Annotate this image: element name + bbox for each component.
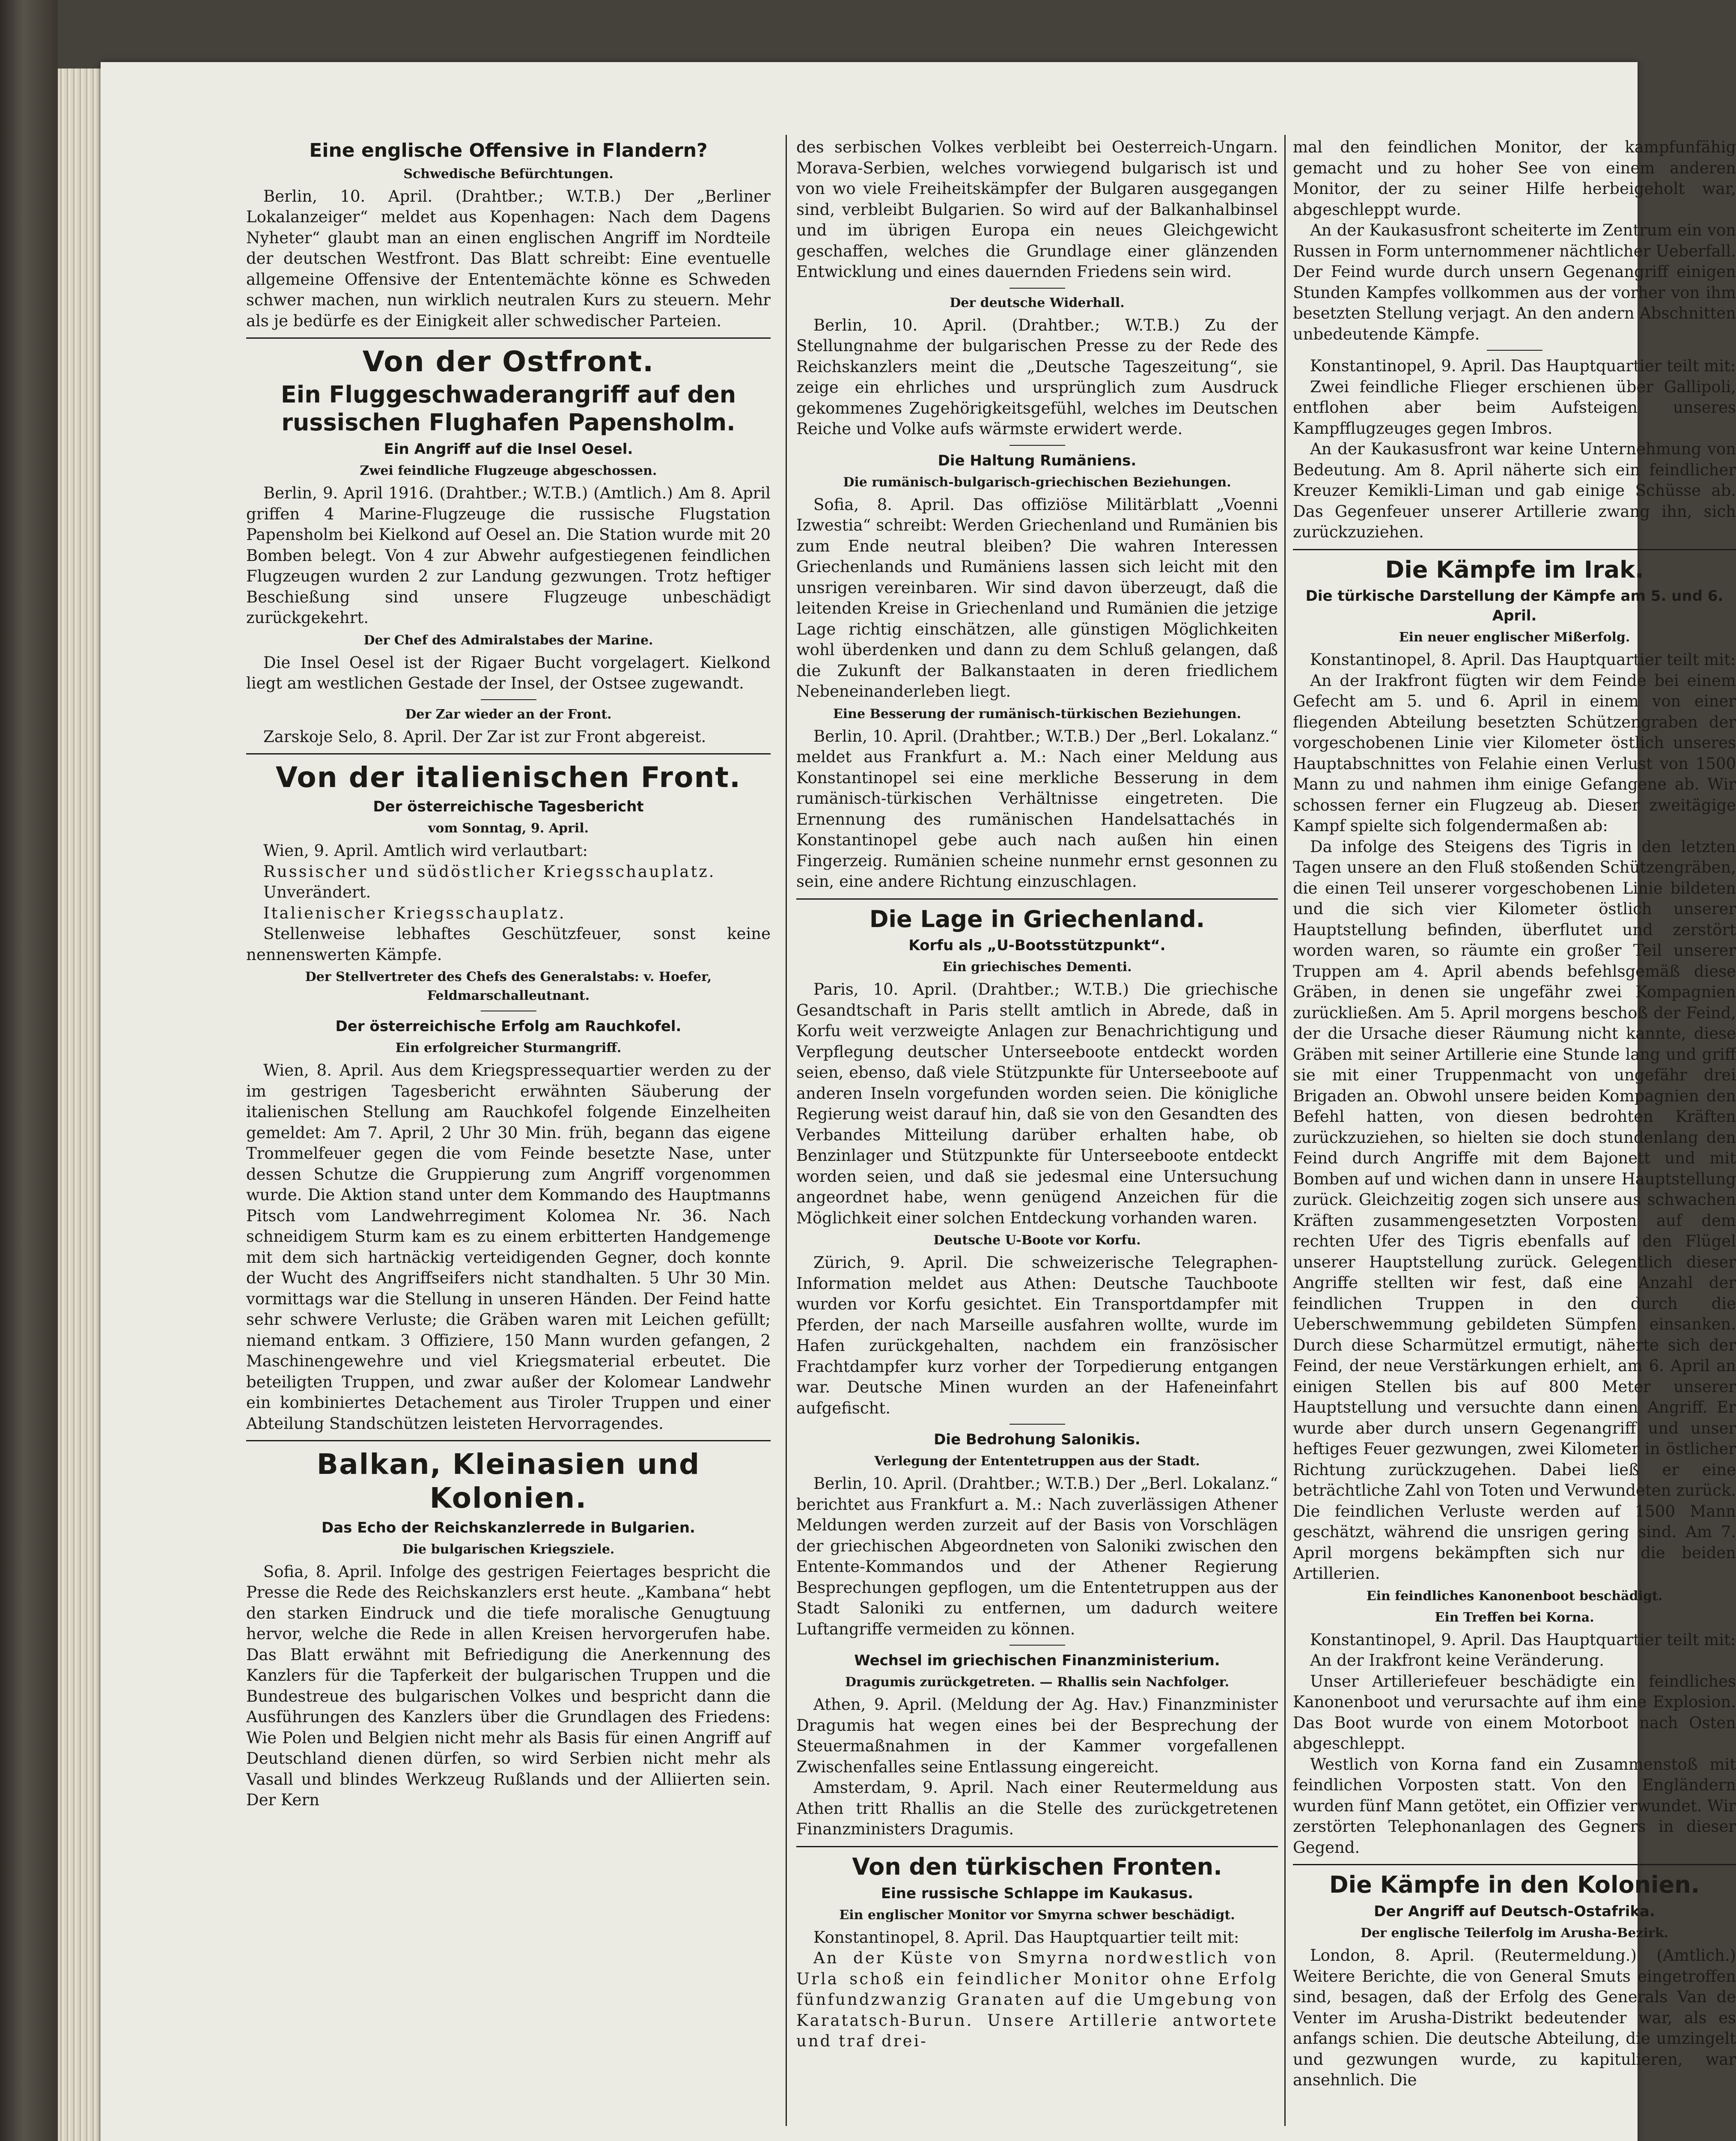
- article-text: Die Insel Oesel ist der Rigaer Bucht vorgelagert. Kielkond liegt am westlichen Gestade der Insel, der Ostsee zugewandt.: [246, 653, 771, 693]
- subheadline: Eine Besserung der rumänisch-türkischen Beziehungen.: [833, 706, 1242, 722]
- article-text: Zwei feindliche Flieger erschienen über Gallipoli, entflohen aber beim Aufsteigen unseres Kampfflugzeuges gegen Imbros.: [1293, 377, 1736, 438]
- newspaper-page: [101, 62, 1736, 2141]
- subheadline: Zwei feindliche Flugzeuge abgeschossen.: [360, 463, 657, 479]
- article-text: Italienischer Kriegsschauplatz.: [263, 904, 566, 922]
- short-rule: [1009, 288, 1065, 289]
- signature: Der Chef des Admiralstabes der Marine.: [363, 632, 653, 648]
- subheadline: Ein erfolgreicher Sturmangriff.: [395, 1041, 622, 1056]
- article-text: Westlich von Korna fand ein Zusammenstoß mit feindlichen Vorposten statt. Von den Engländern wurden fünf Mann getötet, ein Offizier verwundet. Wir zerstörten Telephonanlagen des Gegners in dieser Gegend.: [1293, 1755, 1736, 1857]
- section-rule: [246, 753, 771, 754]
- subheadline: Ein englischer Monitor vor Smyrna schwer beschädigt.: [839, 1907, 1235, 1923]
- headline: Wechsel im griechischen Finanzministerium.: [854, 1652, 1220, 1670]
- article-text: Russischer und südöstlicher Kriegsschauplatz.: [263, 862, 716, 881]
- column-3: [1293, 137, 1736, 2090]
- short-rule: [1009, 1424, 1065, 1425]
- subheadline: Der englische Teilerfolg im Arusha-Bezirk.: [1361, 1926, 1668, 1941]
- article-text: Berlin, 10. April. (Drahtber.; W.T.B.) Zu der Stellungnahme der bulgarischen Presse zu der Rede des Reichskanzlers meint die „Deutsche Tageszeitung“, sie zeige ein ehrliches und ursprünglich zum Ausdruck gekommenes Zugehörigkeitsgefühl, welches im Deutschen Reiche und Volke aufs wärmste erwidert werde.: [796, 316, 1278, 438]
- headline: Die türkische Darstellung der Kämpfe am 5. und 6. April.: [1305, 587, 1724, 625]
- headline: Der österreichische Tagesbericht: [373, 798, 644, 816]
- page-edges: [58, 69, 101, 2141]
- section-rule: [246, 1440, 771, 1441]
- subheadline: Der deutsche Widerhall.: [950, 295, 1125, 310]
- section-rule: [796, 1846, 1278, 1847]
- subheadline: Verlegung der Ententetruppen aus der Stadt.: [874, 1454, 1200, 1469]
- subheadline: Ein feindliches Kanonenboot beschädigt.: [1366, 1588, 1663, 1604]
- section-rule: [1293, 1864, 1736, 1865]
- article-text: Wien, 9. April. Amtlich wird verlautbart:: [263, 841, 588, 860]
- subheadline: Deutsche U-Boote vor Korfu.: [933, 1233, 1141, 1248]
- article-text: Paris, 10. April. (Drahtber.; W.T.B.) Die griechische Gesandtschaft in Paris stellt amtlich in Abrede, daß in Korfu weit verzweigte Anlagen zur Benachrichtigung und Verpflegung deutscher Unterseeboote entdeckt worden seien, ebenso, daß viele Stützpunkte für Unterseeboote auf anderen Inseln vorgefunden worden seien. Die königliche Regierung weist darauf hin, daß sie von den Gesandten des Verbandes Mitteilung darüber erhalten habe, ob Benzinlager und Stützpunkte für Unterseeboote entdeckt worden seien, und daß sie jedesmal eine Untersuchung angeordnet habe, wenn genügend Anzeichen für die Möglichkeit einer solchen Entdeckung vorhanden waren.: [796, 980, 1278, 1227]
- article-text: Berlin, 10. April. (Drahtber.; W.T.B.) Der „Berl. Lokalanz.“ berichtet aus Frankfurt a. M.: Nach zuverlässigen Athener Meldungen werden zurzeit auf der Basis von Vorschlägen der griechischen Abgeordneten von Saloniki zwischen den Entente-Kommandos und der Athener Regierung Besprechungen gepflogen, um die Ententetruppen aus der Stadt Saloniki zu entfernen, um dadurch weitere Luftangriffe vermeiden zu können.: [796, 1474, 1278, 1638]
- headline: Das Echo der Reichskanzlerrede in Bulgarien.: [322, 1519, 695, 1536]
- subheadline: Der Zar wieder an der Front.: [405, 707, 612, 722]
- section-rule: [796, 898, 1278, 900]
- subheadline: Ein Treffen bei Korna.: [1435, 1610, 1594, 1625]
- article-text: Berlin, 10. April. (Drahtber.; W.T.B.) Der „Berliner Lokalanzeiger“ meldet aus Kopenhagen: Nach dem Dagens Nyheter“ glaubt man an einen englischen Angriff im Nordteile der deutschen Westfront. Das Blatt schreibt: Eine eventuelle allgemeine Offensive der Ententemächte könne es Schweden schwer machen, nun wirklich neutralen Kurs zu steuern. Mehr als je bedürfe es der Einigkeit aller schwedischer Parteien.: [246, 187, 771, 330]
- column-divider: [1284, 135, 1286, 2126]
- article-text: des serbischen Volkes verbleibt bei Oesterreich-Ungarn. Morava-Serbien, welches vorwiegend bulgarisch ist und von wo viele Freiheitskämpfer der Bulgaren ausgegangen sind, verbleibt Bulgarien. So wird auf der Balkanhalbinsel und im übrigen Europa ein neues Gleichgewicht geschaffen, welches die Grundlage einer glänzenden Entwicklung und eines dauernden Friedens sein wird.: [796, 138, 1278, 281]
- headline: Die Bedrohung Salonikis.: [934, 1431, 1140, 1449]
- subheadline: Dragumis zurückgetreten. — Rhallis sein Nachfolger.: [845, 1675, 1230, 1690]
- section-headline: Die Kämpfe in den Kolonien.: [1329, 1871, 1700, 1899]
- subheadline: Die rumänisch-bulgarisch-griechischen Beziehungen.: [843, 474, 1231, 490]
- article-text: Berlin, 10. April. (Drahtber.; W.T.B.) Der „Berl. Lokalanz.“ meldet aus Frankfurt a. M.: Nach einer Meldung aus Konstantinopel sei eine merkliche Besserung in dem rumänisch-türkischen Verhältnisse eingetreten. Die Ernennung des rumänischen Handelsattachés in Konstantinopel gebe auch nach außen hin einen Fingerzeig. Rumänien scheine nunmehr ernst gesonnen zu sein, eine andere Richtung einzuschlagen.: [796, 727, 1278, 891]
- article-text: mal den feindlichen Monitor, der kampfunfähig gemacht und zu hoher See von einem anderen Monitor, der zu seiner Hilfe herbeigeholt war, abgeschleppt wurde.: [1293, 138, 1736, 219]
- signature: Der Stellvertreter des Chefs des Generalstabs: v. Hoefer, Feldmarschalleutnant.: [305, 969, 712, 1004]
- headline: Ein Fluggeschwaderangriff auf den russischen Flughafen Papensholm.: [280, 381, 736, 436]
- headline: Eine russische Schlappe im Kaukasus.: [881, 1885, 1194, 1902]
- article-text: An der Irakfront keine Veränderung.: [1310, 1651, 1605, 1670]
- section-headline: Die Kämpfe im Irak.: [1385, 556, 1644, 583]
- article-text: London, 8. April. (Reutermeldung.) (Amtlich.) Weitere Berichte, die von General Smuts eingetroffen sind, besagen, daß der Erfolg des Generals Van de Venter im Arusha-Distrikt bedeutender war, als es anfangs schien. Die deutsche Abteilung, die umzingelt und gezwungen wurde, zu kapitulieren, war ansehnlich. Die: [1293, 1946, 1736, 2090]
- headline: Der Angriff auf Deutsch-Ostafrika.: [1374, 1903, 1655, 1920]
- short-rule: [481, 699, 536, 700]
- headline: Korfu als „U-Bootsstützpunkt“.: [908, 937, 1166, 954]
- subheadline: Schwedische Befürchtungen.: [403, 166, 613, 182]
- subheadline: Ein Angriff auf die Insel Oesel.: [384, 441, 633, 458]
- section-rule: [246, 337, 771, 339]
- section-headline: Von der italienischen Front.: [275, 761, 741, 794]
- article-text: Wien, 8. April. Aus dem Kriegspressequartier werden zu der im gestrigen Tagesbericht erwähnten Säuberung der italienischen Stellung am Rauchkofel folgende Einzelheiten gemeldet: Am 7. April, 2 Uhr 30 Min. früh, begann das eigene Trommelfeuer gegen die vom Feinde besetzte Nase, unter dessen Schutze die Gruppierung zum Angriff vorgenommen wurde. Die Aktion stand unter dem Kommando des Hauptmanns Pitsch vom Landwehrregiment Kolomea Nr. 36. Nach schneidigem Sturm kam es zu einem erbitterten Handgemenge mit dem sich hartnäckig verteidigenden Gegner, doch konnte der Wucht des Angriffseifers nicht standhalten. 5 Uhr 30 Min. vormittags war die Stellung in unseren Händen. Der Feind hatte sehr schwere Verluste; die Gräben waren mit Leichen gefüllt; niemand entkam. 3 Offiziere, 150 Mann wurden gefangen, 2 Maschinengewehre und viel Kriegsmaterial erbeutet. Die beteiligten Truppen, und zwar außer der Kolomear Landwehr ein kombiniertes Detachement aus Tiroler Truppen und einer Abteilung Standschützen leisteten Hervorragendes.: [246, 1061, 771, 1433]
- article-text: An der Küste von Smyrna nordwestlich von Urla schoß ein feindlicher Monitor ohne Erfolg fünfundzwanzig Granaten auf die Umgebung von Karatatsch-Burun. Unsere Artillerie antwortete und traf drei-: [796, 1949, 1278, 2051]
- article-text: Amsterdam, 9. April. Nach einer Reutermeldung aus Athen tritt Rhallis an die Stelle des zurückgetretenen Finanzministers Dragumis.: [796, 1778, 1278, 1839]
- column-2: [796, 137, 1278, 2090]
- article-text: An der Kaukasusfront war keine Unternehmung von Bedeutung. Am 8. April näherte sich ein feindlicher Kreuzer Kemikli-Liman und gab einige Schüsse ab. Das Gegenfeuer unserer Artillerie zwang ihn, sich zurückzuziehen.: [1293, 440, 1736, 541]
- article-text: Athen, 9. April. (Meldung der Ag. Hav.) Finanzminister Dragumis hat wegen eines bei der Besprechung der Steuermaßnahmen in der Kammer vorgefallenen Zwischenfalles seine Entlassung eingereicht.: [796, 1695, 1278, 1776]
- article-text: Stellenweise lebhaftes Geschützfeuer, sonst keine nennenswerten Kämpfe.: [246, 924, 771, 964]
- article-text: Konstantinopel, 8. April. Das Hauptquartier teilt mit:: [813, 1928, 1239, 1947]
- section-headline: Die Lage in Griechenland.: [869, 905, 1205, 933]
- headline: Eine englische Offensive in Flandern?: [309, 140, 708, 161]
- short-rule: [1487, 350, 1542, 351]
- headline: Der österreichische Erfolg am Rauchkofel.: [335, 1018, 682, 1035]
- article-text: Zarskoje Selo, 8. April. Der Zar ist zur Front abgereist.: [263, 727, 706, 746]
- section-headline: Balkan, Kleinasien und Kolonien.: [316, 1448, 700, 1515]
- section-rule: [1293, 549, 1736, 550]
- subheadline: Ein neuer englischer Mißerfolg.: [1399, 630, 1630, 645]
- subheadline: Ein griechisches Dementi.: [942, 960, 1132, 975]
- article-text: Unser Artilleriefeuer beschädigte ein feindliches Kanonenboot und verursachte auf ihm eine Explosion. Das Boot wurde von einem Motorboot nach Osten abgeschleppt.: [1293, 1672, 1736, 1753]
- article-text: Berlin, 9. April 1916. (Drahtber.; W.T.B.) (Amtlich.) Am 8. April griffen 4 Marine-Flugzeuge die russische Flugstation Papensholm bei Kielkond auf Oesel an. Die Station wurde mit 20 Bomben belegt. Von 4 zur Abwehr aufgestiegenen feindlichen Flugzeugen wurden 2 zur Landung gezwungen. Trotz heftiger Beschießung sind unsere Flugzeuge unbeschädigt zurückgekehrt.: [246, 484, 771, 627]
- article-text: An der Irakfront fügten wir dem Feinde bei einem Gefecht am 5. und 6. April in einem von einer fliegenden Abteilung besetzten Schützengraben der vorgeschobenen Linie vier Kilometer östlich unseres Hauptabschnittes von Felahie einen Verlust von 1500 Mann zu und nahmen ihm einige Gefangene ab. Wir schossen ferner ein Flugzeug ab. Dieser zweitägige Kampf spielte sich folgendermaßen ab:: [1293, 671, 1736, 835]
- short-rule: [1009, 1645, 1065, 1646]
- article-text: Konstantinopel, 9. April. Das Hauptquartier teilt mit:: [1310, 1630, 1736, 1649]
- column-divider: [786, 135, 787, 2126]
- short-rule: [1009, 445, 1065, 446]
- headline: Die Haltung Rumäniens.: [938, 452, 1137, 469]
- column-1: [246, 137, 771, 2090]
- article-text: Konstantinopel, 8. April. Das Hauptquartier teilt mit:: [1310, 650, 1736, 669]
- article-text: Konstantinopel, 9. April. Das Hauptquartier teilt mit:: [1310, 357, 1736, 375]
- subheadline: vom Sonntag, 9. April.: [428, 821, 589, 836]
- article-text: Unverändert.: [263, 883, 371, 902]
- section-headline: Von der Ostfront.: [362, 345, 655, 379]
- article-text: Sofia, 8. April. Infolge des gestrigen Feiertages bespricht die Presse die Rede des Reichskanzlers erst heute. „Kambana“ hebt den starken Eindruck und die tiefe moralische Genugtuung hervor, welche die Rede in allen Kreisen hervorgerufen habe. Das Blatt erwähnt mit Befriedigung die Anerkennung des Kanzlers für die Tapferkeit der bulgarischen Truppen und die Bundestreue des bulgarischen Volkes und bespricht dann die Ausführungen des Kanzlers über die Grundlagen des Friedens: Wie Polen und Belgien nicht mehr als Basis für einen Angriff auf Deutschland dienen dürfen, so wird Serbien nicht mehr als Vasall und blindes Werkzeug Rußlands und der Alliierten sein. Der Kern: [246, 1562, 771, 1810]
- article-text: An der Kaukasusfront scheiterte im Zentrum ein von Russen in Form unternommener nächtlicher Ueberfall. Der Feind wurde durch unsern Gegenangriff einigen Stunden Kampfes vollkommen aus der vorher von ihm besetzten Stellung verjagt. An den andern Abschnitten unbedeutende Kämpfe.: [1293, 221, 1736, 343]
- book-spine: [0, 0, 58, 2141]
- article-text: Da infolge des Steigens des Tigris in den letzten Tagen unsere an den Fluß stoßenden Schützengräben, die einen Teil unserer vorgeschobenen Linie bildeten und die sich vier Kilometer östlich unserer Hauptstellung befinden, überflutet und zerstört worden waren, so räumte ein großer Teil unserer Truppen am 4. April abends befehlsgemäß diese Gräben, in denen sie ungefähr zwei Kompagnien zurückließen. Am 5. April morgens beschoß der Feind, der die Ursache dieser Räumung nicht kannte, diese Gräben mit seiner Artillerie eine Stunde lang und griff sie mit einer Truppenmacht von ungefähr drei Brigaden an. Obwohl unsere beiden Kompagnien den Befehl hatten, von diesen bedrohten Kräften zurückzuziehen, so hielten sie doch stundenlang den Feind durch Angriffe mit dem Bajonett und mit Bomben auf und wichen dann in unsere Hauptstellung zurück. Gleichzeitig zogen sich unsere aus schwachen Kräften zusammengesetzten Vorposten auf dem rechten Ufer des Tigris ebenfalls auf den Flügel unserer Hauptstellung zurück. Gelegentlich dieser Angriffe stellten wir fest, daß eine Anzahl der feindlichen Truppen in den durch die Ueberschwemmung gebildeten Sümpfen einsanken. Durch diese Scharmützel ermutigt, näherte sich der Feind, der neue Verstärkungen erhielt, am 6. April an einigen Stellen bis auf 800 Meter unserer Hauptstellung und versuchte dann einen Angriff. Er wurde aber durch unsern Gegenangriff und unser heftiges Feuer gezwungen, zwei Kilometer in östlicher Richtung zurückzugehen. Dabei ließ er eine beträchtliche Zahl von Toten und Verwundeten zurück. Die feindlichen Verluste werden auf 1500 Mann geschätzt, während die unsrigen gering sind. Am 7. April morgens bekämpften sich nur die beiden Artillerien.: [1293, 837, 1736, 1583]
- section-headline: Von den türkischen Fronten.: [852, 1853, 1222, 1880]
- subheadline: Die bulgarischen Kriegsziele.: [402, 1542, 615, 1557]
- article-text: Zürich, 9. April. Die schweizerische Telegraphen-Information meldet aus Athen: Deutsche Tauchboote wurden vor Korfu gesichtet. Ein Transportdampfer mit Pferden, der nach Marseille ausfahren wollte, wurde im Hafen zurückgehalten, nachdem ein französischer Frachtdampfer kurz vorher der Torpedierung entgangen war. Deutsche Minen wurden an der Hafeneinfahrt aufgefischt.: [796, 1253, 1278, 1417]
- article-text: Sofia, 8. April. Das offiziöse Militärblatt „Voenni Izwestia“ schreibt: Werden Griechenland und Rumänien bis zum Ende neutral bleiben? Die wahren Interessen Griechenlands und Rumäniens lassen sich leicht mit den unsrigen vereinbaren. Wir sind davon überzeugt, daß die leitenden Kreise in Griechenland und Rumänien die jetzige Lage richtig einschätzen, alle günstigen Möglichkeiten wohl überdenken und dann zu dem Schluß gelangen, daß die Zukunft der Balkanstaaten in deren friedlichem Nebeneinanderleben liegt.: [796, 495, 1278, 701]
